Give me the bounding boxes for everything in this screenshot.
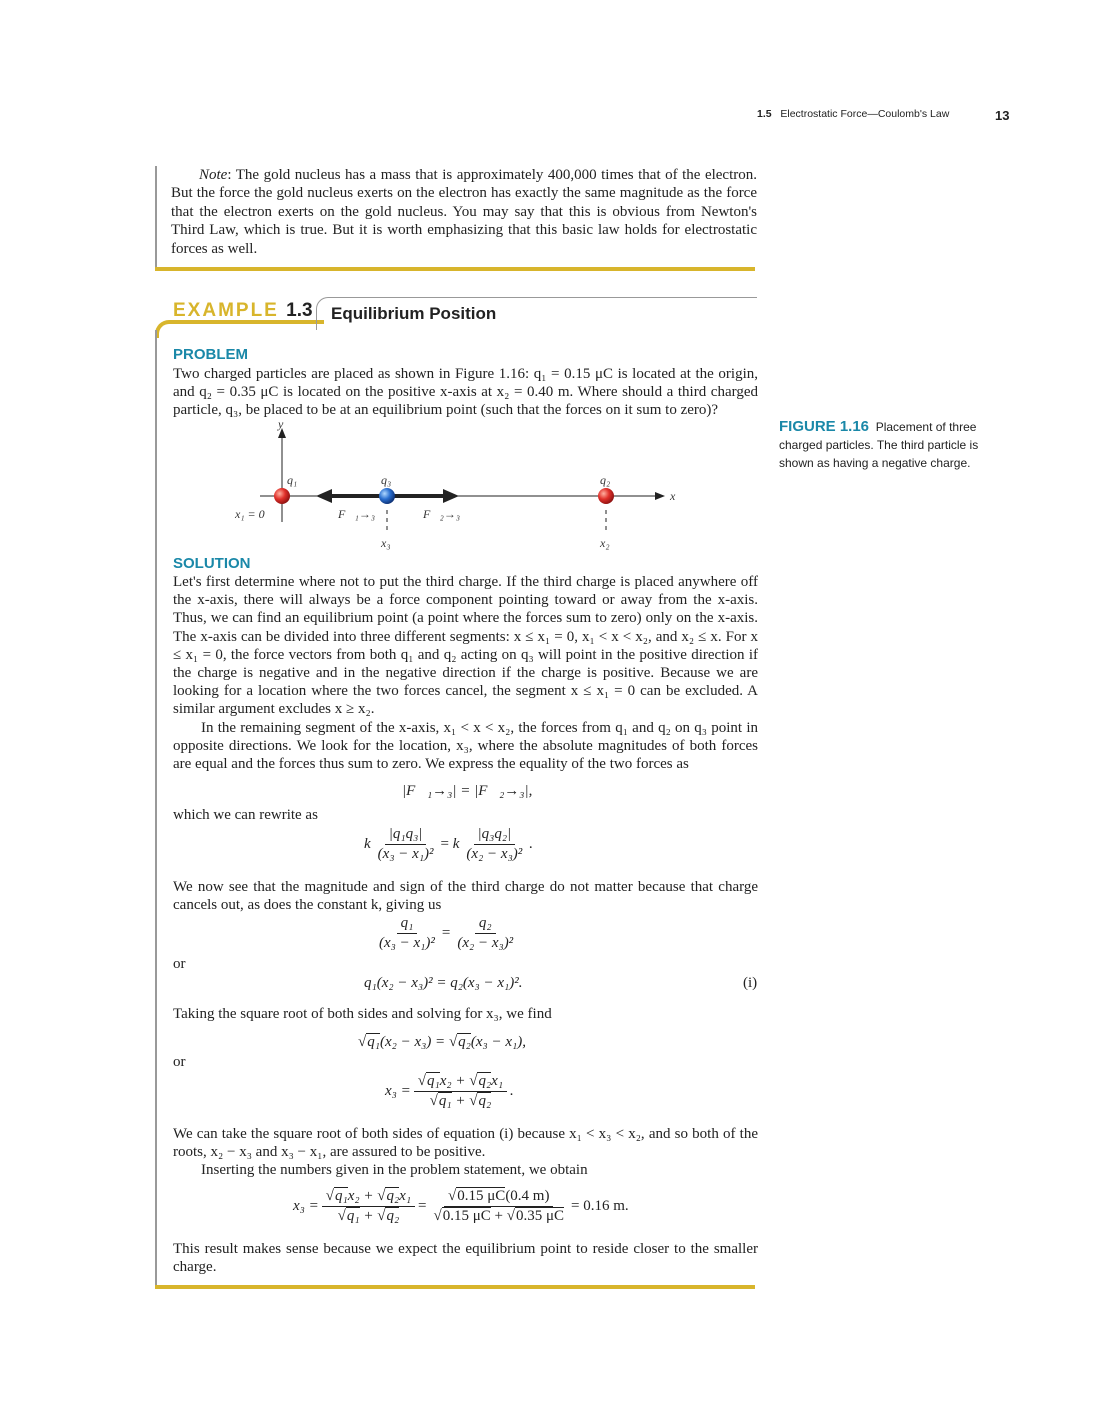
example-left-rule: [155, 330, 157, 1288]
note-bottom-bar: [155, 267, 755, 271]
eq-term: (x₃ − x₁),: [470, 1033, 526, 1050]
section-number: 1.5: [757, 108, 772, 120]
x2-label: x₂: [600, 536, 610, 550]
problem-text: Two charged particles are placed as shown in Figure 1.16: q₁ = 0.15 μC is located at the origin, and q₂ = 0.35 μC is located on the positive x-axis at x₂ = 0.40 m. Where should a third charged particle, q₃, be placed to be at an equilibrium point (such that the forces on it sum to zero)?: [173, 366, 758, 419]
eq-root: q₂: [478, 1093, 492, 1109]
f13-arrowhead-icon: [316, 489, 332, 503]
eq-term: +: [490, 1208, 507, 1224]
equation-i: q₁(x₂ − x₃)² = q₂(x₃ − x₁)².: [364, 975, 523, 991]
eq-root: q₁: [426, 1073, 440, 1089]
equation-sqrt: √ q₁ (x₂ − x₃) = √ q₂ (x₃ − x₁),: [358, 1033, 526, 1050]
eq-result: = 0.16 m.: [571, 1198, 629, 1214]
example-number: 1.3: [286, 300, 313, 321]
equation-force-equality: |F⃗₁→₃| = |F⃗₂→₃|,: [402, 783, 533, 799]
eq-lhs: x₃ =: [293, 1198, 319, 1214]
eq-root: 0.15 μC: [457, 1188, 506, 1204]
eq-period: .: [510, 1083, 514, 1099]
eq-term: x₁: [399, 1188, 412, 1204]
or-text: or: [173, 956, 186, 972]
x3-label: x₃: [381, 536, 391, 550]
eq-root: q₁: [367, 1034, 380, 1050]
running-header: [757, 108, 949, 120]
solution-paragraph: In the remaining segment of the x-axis, x₁ < x < x₂, the forces from q₁ and q₂ on q₃ point in opposite directions. We look for the location, x₃, where the absolute magnitudes of both forces are equal and the forces thus sum to zero. We express the equality of the two forces as: [173, 719, 758, 773]
equation-charge-ratio: [372, 915, 520, 952]
eq-lhs: x₃ =: [385, 1083, 411, 1099]
eq-sign: =: [418, 1198, 427, 1214]
solution-text-4: Taking the square root of both sides and solving for x₃, we find: [173, 1006, 552, 1022]
eq-k: k: [364, 836, 371, 852]
example-title: Equilibrium Position: [331, 304, 497, 323]
charge-q3: [379, 488, 395, 504]
q2-label: q₂: [600, 473, 611, 487]
equation-i-tag: (i): [743, 975, 758, 991]
eq-root: q₂: [478, 1073, 492, 1089]
solution-paragraph: Let's first determine where not to put the third charge. If the third charge is placed anywhere off the x-axis, there will always be a force component pointing toward or away from the x-axis. Thus, we can find an equilibrium point (a point where the forces sum to zero) only on the x-axis. The x-axis can be divided into three different segments: x ≤ x₁ = 0, x₁ < x < x₂, and x₂ ≤ x. For x ≤ x₁ = 0, the force vectors from both q₁ and q₂ acting on q₃ will point in the positive direction if the charge is negative and in the negative direction if the charge is positive. Because we are looking for a location where the two forces cancel, the segment x ≤ x₁ = 0 can be excluded. A similar argument excludes x ≥ x₂.: [173, 574, 758, 718]
eq-den: (x₃ − x₁)²: [379, 935, 435, 951]
eq-term: +: [359, 1208, 378, 1224]
y-axis-label: y: [278, 418, 284, 431]
eq-den: (x₃ − x₁)²: [377, 846, 434, 862]
eq-term: x₁: [491, 1073, 504, 1089]
note-body: : The gold nucleus has a mass that is approximately 400,000 times that of the electron. But the force the gold nucleus exerts on the electron has exactly the same magnitude as the force that the electron exerts on the gold nucleus. You may say that this is obvious from Newton's Third Law, which is true. But it is worth emphasizing that this basic law holds for electrostatic forces as well.: [171, 167, 757, 257]
f13-label: F⃗₁→₃: [338, 507, 376, 521]
note-label: Note: [199, 167, 228, 183]
eq-period: .: [529, 836, 534, 852]
eq-k: k: [452, 836, 460, 852]
solution-text-1: [173, 573, 758, 773]
eq-root: q₂: [386, 1208, 400, 1224]
eq-num: q₂: [475, 915, 496, 934]
eq-root: q₁: [438, 1093, 452, 1109]
figure-caption-text: Placement of three charged particles. The third particle is shown as having a negative charge.: [779, 420, 979, 470]
note-text: [157, 166, 757, 258]
equation-result: x₃ = $\frac{\text{√q₁x₂ + √q₂x₁}}{\text{√q₁ + √q₂}}$ = $\frac{√0.15 \mu C(0.4 m)}{√0.15 \mu C + √0.35 \mu C}$ = 0.16 m.: [293, 1188, 629, 1224]
eq-root: q₂: [458, 1034, 471, 1050]
solution-paragraph: We can take the square root of both sides of equation (i) because x₁ < x₃ < x₂, and so both of the roots, x₂ − x₃ and x₃ − x₁, are assured to be positive.: [173, 1126, 758, 1161]
eq-root: 0.35 μC: [515, 1208, 565, 1224]
page-number: 13: [995, 108, 1010, 123]
solution-paragraph: Inserting the numbers given in the problem statement, we obtain: [201, 1162, 588, 1179]
eq-den: (x₂ − x₃)²: [457, 935, 514, 951]
equation-coulomb-ratio: [364, 826, 533, 863]
eq-root: q₁: [346, 1208, 360, 1224]
eq-term: +: [451, 1093, 470, 1109]
note-box: [155, 166, 757, 267]
charge-q2: [598, 488, 614, 504]
eq-term: x₂ +: [439, 1073, 470, 1089]
solution-heading: SOLUTION: [173, 555, 251, 572]
equation-x3: x₃ = $\frac{\text{√q₁x₂ + √q₂x₁}}{\text{√q₁ + √q₂}}$ .: [385, 1073, 514, 1109]
eq-root: 0.15 μC: [442, 1208, 491, 1224]
example-bottom-bar: [155, 1285, 755, 1289]
example-tab-gold-curve: [155, 320, 324, 338]
eq-sign: =: [440, 836, 449, 852]
x-axis-arrow-icon: [655, 492, 665, 500]
eq-sign: =: [441, 925, 451, 941]
rewrite-text: which we can rewrite as: [173, 807, 318, 823]
figure-diagram: [220, 418, 700, 558]
figure-caption: [779, 418, 989, 472]
solution-text-7: This result makes sense because we expect the equilibrium point to reside closer to the smaller charge.: [173, 1241, 758, 1276]
solution-text-5: [173, 1125, 758, 1180]
problem-heading: PROBLEM: [173, 346, 248, 363]
eq-num: |q₁q₃|: [385, 826, 427, 845]
q1-label: q₁: [287, 473, 298, 487]
solution-text-3: We now see that the magnitude and sign of the third charge do not matter because that charge cancels out, as does the constant k, giving us: [173, 879, 758, 914]
eq-term: (0.4 m): [505, 1188, 550, 1204]
example-label: [173, 300, 313, 322]
q3-label: q₃: [381, 473, 392, 487]
eq-root: q₂: [386, 1188, 400, 1204]
figure-label: FIGURE 1.16: [779, 418, 870, 435]
eq-den: (x₂ − x₃)²: [466, 846, 523, 862]
eq-num: q₁: [397, 915, 418, 934]
eq-num: |q₃q₂|: [474, 826, 516, 845]
example-word: EXAMPLE: [173, 300, 279, 321]
eq-term: x₂ +: [347, 1188, 378, 1204]
f23-arrowhead-icon: [443, 489, 459, 503]
or-text: or: [173, 1054, 186, 1070]
x-axis-label: x: [670, 489, 676, 503]
eq-root: q₁: [334, 1188, 348, 1204]
section-title: Electrostatic Force—Coulomb's Law: [780, 108, 950, 120]
f23-label: F⃗₂→₃: [423, 507, 461, 521]
charge-q1: [274, 488, 290, 504]
x1-label: x₁ = 0: [235, 507, 265, 521]
eq-term: (x₂ − x₃) =: [379, 1033, 446, 1050]
